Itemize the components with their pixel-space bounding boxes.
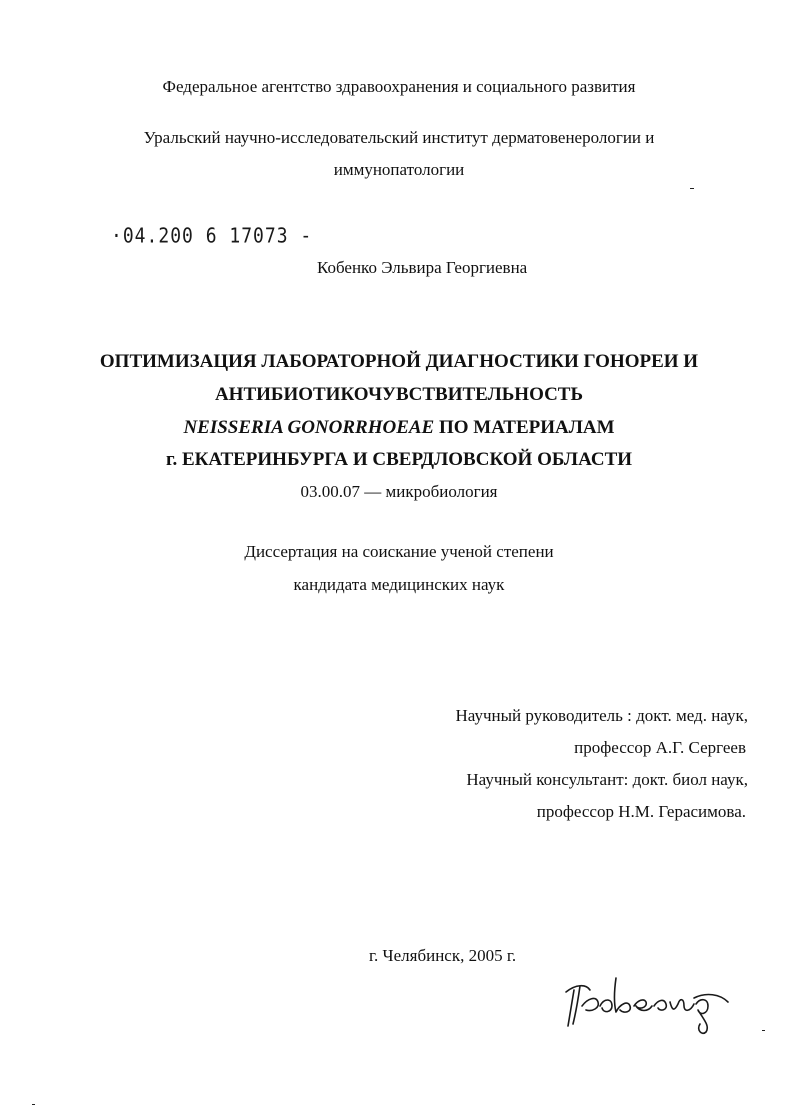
consultant-name: профессор Н.М. Герасимова. — [536, 802, 746, 821]
agency-name: Федеральное агентство здравоохранения и социального развития — [162, 77, 636, 96]
institute-name-line1: Уральский научно-исследовательский институт дерматовенерологии и — [143, 128, 655, 147]
title-line3-rest: ПО МАТЕРИАЛАМ — [434, 417, 615, 438]
specialty-code: 03.00.07 — микробиология — [300, 482, 498, 501]
degree-line2: кандидата медицинских наук — [293, 575, 505, 594]
title-line4: г. ЕКАТЕРИНБУРГА И СВЕРДЛОВСКОЙ ОБЛАСТИ — [165, 449, 633, 470]
consultant-title: Научный консультант: докт. биол наук, — [466, 770, 748, 789]
scan-mark — [32, 1104, 35, 1105]
supervisor-title: Научный руководитель : докт. мед. наук, — [455, 706, 748, 725]
stamp-dash-right: - — [288, 224, 313, 249]
scan-mark — [690, 188, 694, 189]
stamp-number-text: 04.200 6 17073 — [122, 224, 289, 249]
scan-mark — [762, 1030, 765, 1031]
title-organism-name: NEISSERIA GONORRHOEAE — [183, 417, 435, 438]
author-signature — [560, 968, 740, 1038]
author-name: Кобенко Эльвира Георгиевна — [317, 258, 528, 277]
degree-line1: Диссертация на соискание ученой степени — [244, 542, 554, 561]
institute-name-line2: иммунопатологии — [333, 160, 465, 179]
city-year: г. Челябинск, 2005 г. — [369, 946, 517, 965]
title-line1: ОПТИМИЗАЦИЯ ЛАБОРАТОРНОЙ ДИАГНОСТИКИ ГОНОРЕИ И — [99, 351, 699, 372]
title-line3 — [0, 417, 798, 439]
stamp-dash-left: · — [111, 224, 123, 249]
title-line2: АНТИБИОТИКОЧУВСТВИТЕЛЬНОСТЬ — [214, 384, 584, 405]
supervisor-name: профессор А.Г. Сергеев — [574, 738, 746, 757]
library-stamp-number — [111, 224, 312, 248]
